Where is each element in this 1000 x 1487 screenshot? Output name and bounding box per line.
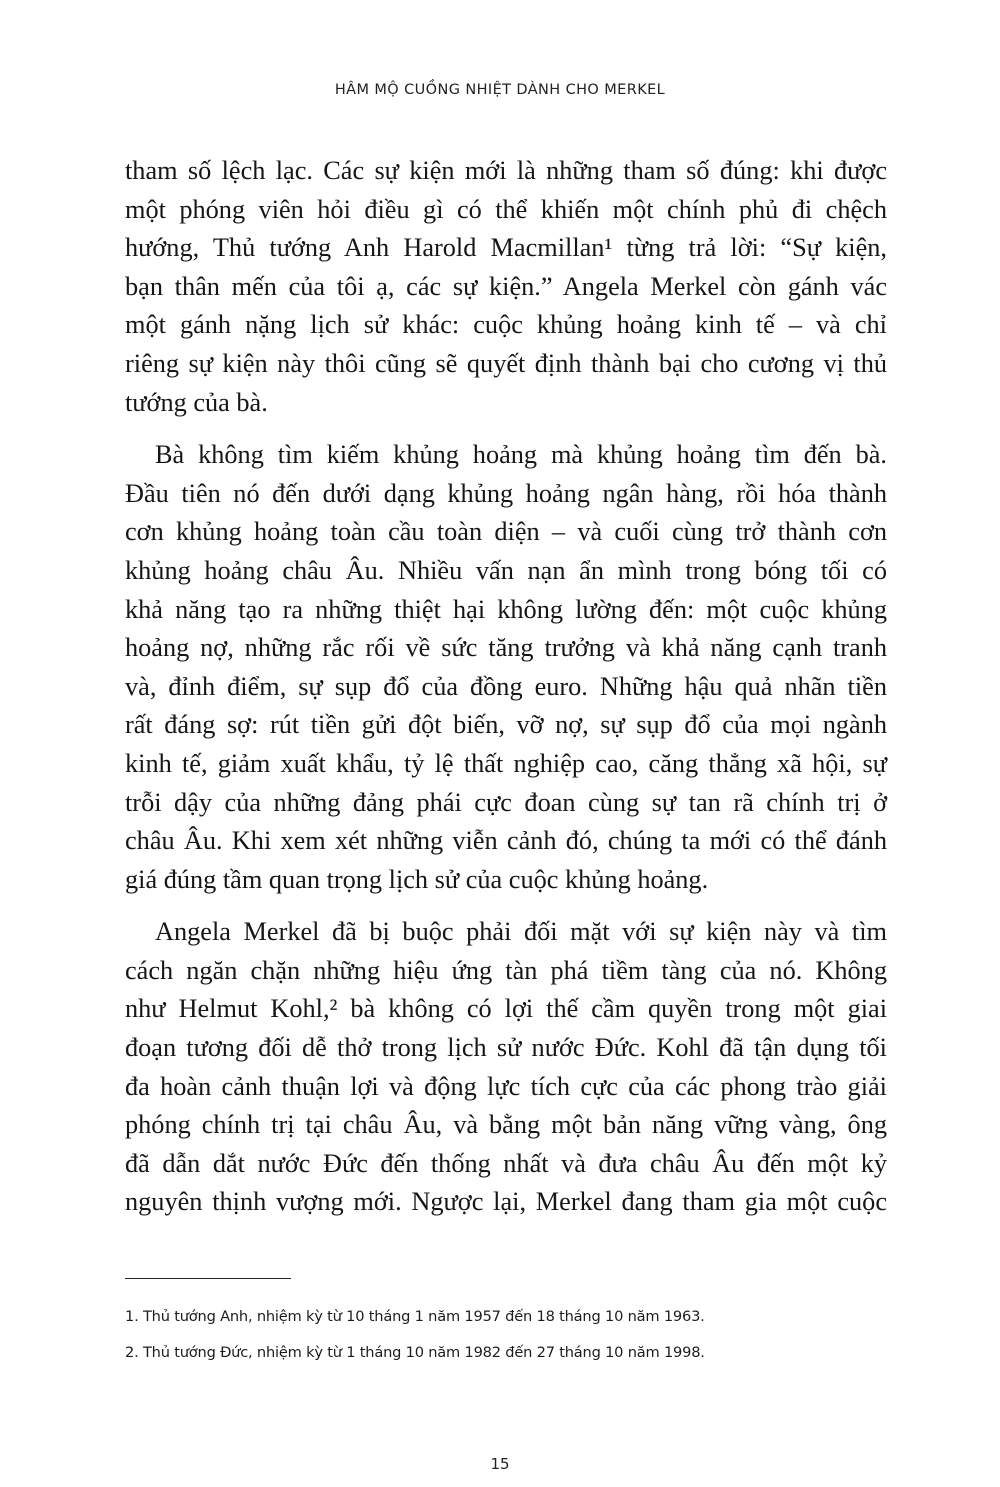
- page-number: 15: [490, 1455, 510, 1473]
- paragraph: [125, 913, 887, 1222]
- text-line: tướng của bà.: [125, 387, 268, 417]
- text-line: như Helmut Kohl,² bà không có lợi thế cầm quyền trong một giai: [125, 994, 887, 1024]
- text-line: cơn khủng hoảng toàn cầu toàn diện – và cuối cùng trở thành cơn: [125, 517, 887, 547]
- footnote-divider: [125, 1278, 291, 1279]
- text-line: một phóng viên hỏi điều gì có thể khiến một chính phủ đi chệch: [125, 194, 887, 224]
- footnote: 2. Thủ tướng Đức, nhiệm kỳ từ 1 tháng 10 năm 1982 đến 27 tháng 10 năm 1998.: [125, 1344, 705, 1361]
- text-line: kinh tế, giảm xuất khẩu, tỷ lệ thất nghiệp cao, căng thẳng xã hội, sự: [125, 748, 887, 778]
- text-line: một gánh nặng lịch sử khác: cuộc khủng hoảng kinh tế – và chỉ: [125, 310, 887, 340]
- text-line: hướng, Thủ tướng Anh Harold Macmillan¹ từng trả lời: “Sự kiện,: [125, 233, 887, 263]
- body-text: [125, 152, 887, 1222]
- text-line: giá đúng tầm quan trọng lịch sử của cuộc khủng hoảng.: [125, 864, 709, 894]
- text-line: đa hoàn cảnh thuận lợi và động lực tích cực của các phong trào giải: [125, 1071, 887, 1101]
- footnote: 1. Thủ tướng Anh, nhiệm kỳ từ 10 tháng 1 năm 1957 đến 18 tháng 10 năm 1963.: [125, 1308, 705, 1325]
- text-line: cách ngăn chặn những hiệu ứng tàn phá tiềm tàng của nó. Không: [125, 955, 887, 985]
- text-line: đã dẫn dắt nước Đức đến thống nhất và đưa châu Âu đến một kỷ: [125, 1148, 887, 1178]
- text-line: và, đỉnh điểm, sự sụp đổ của đồng euro. Những hậu quả nhãn tiền: [125, 671, 887, 701]
- paragraph: [125, 436, 887, 899]
- text-line: bạn thân mến của tôi ạ, các sự kiện.” Angela Merkel còn gánh vác: [125, 271, 887, 301]
- text-line: Angela Merkel đã bị buộc phải đối mặt với sự kiện này và tìm: [155, 917, 887, 947]
- text-line: Bà không tìm kiếm khủng hoảng mà khủng hoảng tìm đến bà.: [155, 440, 887, 470]
- text-line: riêng sự kiện này thôi cũng sẽ quyết định thành bại cho cương vị thủ: [125, 348, 887, 378]
- text-line: hoảng nợ, những rắc rối về sức tăng trưởng và khả năng cạnh tranh: [125, 633, 887, 663]
- text-line: phóng chính trị tại châu Âu, và bằng một bản năng vững vàng, ông: [125, 1110, 887, 1140]
- text-line: nguyên thịnh vượng mới. Ngược lại, Merkel đang tham gia một cuộc: [125, 1187, 887, 1217]
- running-header: HÂM MỘ CUỒNG NHIỆT DÀNH CHO MERKEL: [334, 82, 666, 98]
- text-line: đoạn tương đối dễ thở trong lịch sử nước Đức. Kohl đã tận dụng tối: [125, 1033, 887, 1063]
- text-line: tham số lệch lạc. Các sự kiện mới là những tham số đúng: khi được: [125, 156, 887, 185]
- text-line: khủng hoảng châu Âu. Nhiều vấn nạn ẩn mình trong bóng tối có: [125, 555, 887, 585]
- text-line: Đầu tiên nó đến dưới dạng khủng hoảng ngân hàng, rồi hóa thành: [125, 478, 887, 508]
- paragraph: [125, 152, 887, 422]
- text-line: châu Âu. Khi xem xét những viễn cảnh đó, chúng ta mới có thể đánh: [125, 826, 887, 856]
- text-line: trỗi dậy của những đảng phái cực đoan cùng sự tan rã chính trị ở: [125, 787, 887, 817]
- text-line: khả năng tạo ra những thiệt hại không lường đến: một cuộc khủng: [125, 594, 887, 624]
- footnotes: [125, 1299, 905, 1371]
- paragraph-gap: [125, 899, 887, 913]
- text-line: rất đáng sợ: rút tiền gửi đột biến, vỡ nợ, sự sụp đổ của mọi ngành: [125, 710, 887, 740]
- paragraph-gap: [125, 422, 887, 436]
